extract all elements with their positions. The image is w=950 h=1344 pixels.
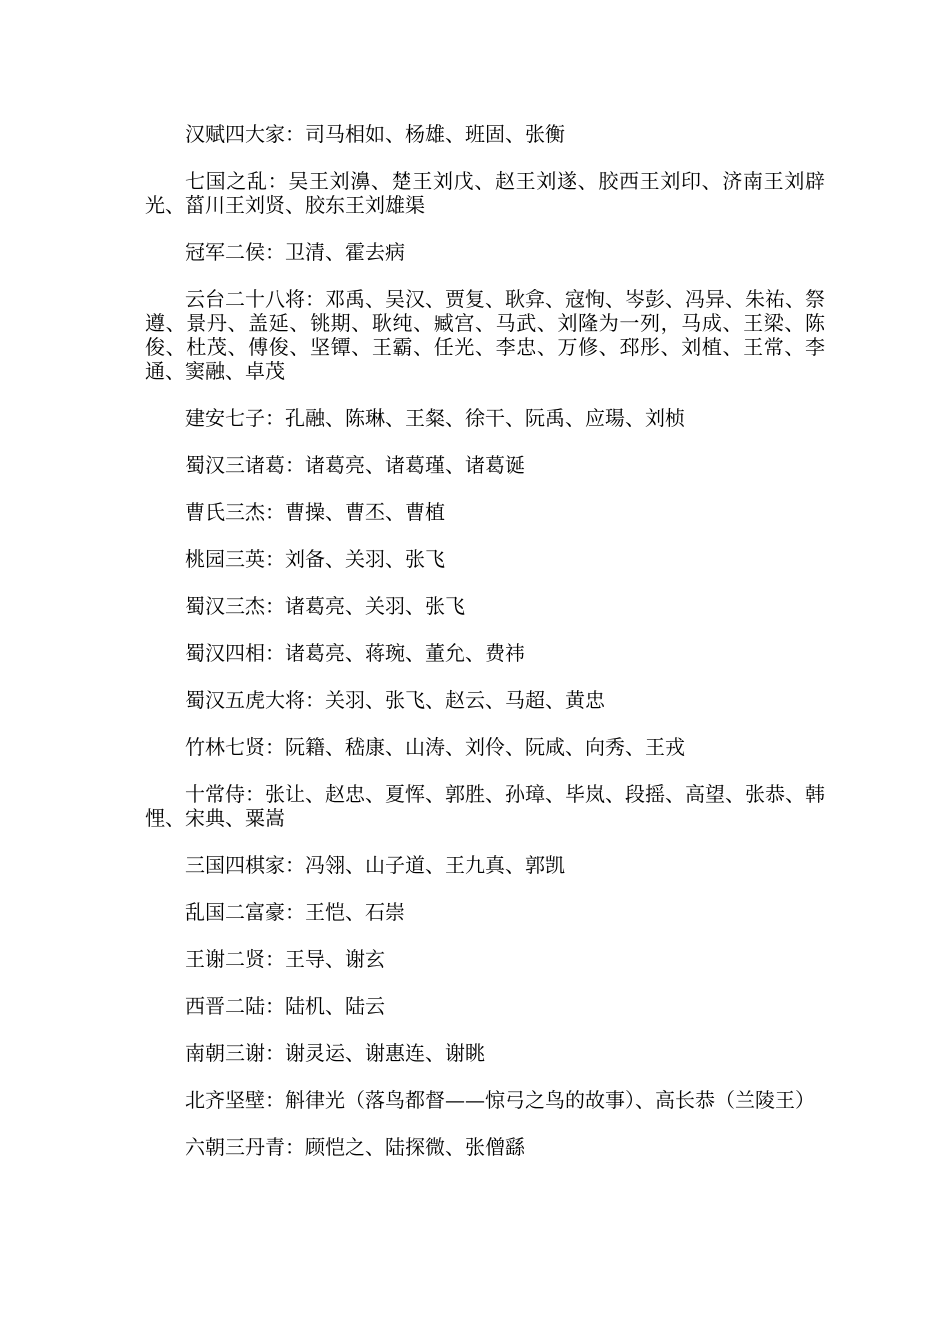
paragraph-jianan-seven-scholars: 建安七子：孔融、陈琳、王粲、徐干、阮禹、应瑒、刘桢 xyxy=(185,406,685,430)
paragraph-shu-five-tigers: 蜀汉五虎大将：关羽、张飞、赵云、马超、黄忠 xyxy=(185,688,605,712)
paragraph-seven-states-rebellion: 七国之乱：吴王刘濞、楚王刘戊、赵王刘遂、胶西王刘印、济南王刘辟光、菑川王刘贤、胶东王刘雄渠 xyxy=(145,169,825,217)
paragraph-ten-attendants: 十常侍：张让、赵忠、夏恽、郭胜、孙璋、毕岚、段摇、高望、张恭、韩悝、宋典、粟嵩 xyxy=(145,782,825,830)
paragraph-wang-xie-two-sages: 王谢二贤：王导、谢玄 xyxy=(185,947,385,971)
paragraph-shu-four-chancellors: 蜀汉四相：诸葛亮、蒋琬、董允、费祎 xyxy=(185,641,525,665)
paragraph-han-fu-four-masters: 汉赋四大家：司马相如、杨雄、班固、张衡 xyxy=(185,122,565,146)
paragraph-western-jin-two-lus: 西晋二陆：陆机、陆云 xyxy=(185,994,385,1018)
paragraph-bamboo-seven-sages: 竹林七贤：阮籍、嵇康、山涛、刘伶、阮咸、向秀、王戎 xyxy=(185,735,685,759)
paragraph-six-dynasties-painters: 六朝三丹青：顾恺之、陆探微、张僧繇 xyxy=(185,1135,525,1159)
paragraph-three-kingdoms-go-players: 三国四棋家：冯翎、山子道、王九真、郭凯 xyxy=(185,853,565,877)
paragraph-two-rich-men: 乱国二富豪：王恺、石崇 xyxy=(185,900,405,924)
paragraph-peach-garden-three: 桃园三英：刘备、关羽、张飞 xyxy=(185,547,445,571)
document-body xyxy=(145,122,825,1182)
paragraph-shu-three-zhuges: 蜀汉三诸葛：诸葛亮、诸葛瑾、诸葛诞 xyxy=(185,453,525,477)
paragraph-yuntai-28-generals: 云台二十八将：邓禹、吴汉、贾复、耿弇、寇恂、岑彭、冯异、朱祐、祭遵、景丹、盖延、铫期、耿纯、臧宫、马武、刘隆为一列，马成、王梁、陈俊、杜茂、傅俊、坚镡、王霸、任光、李忠、万修、邳彤、刘植、王常、李通、窦融、卓茂 xyxy=(145,287,825,383)
paragraph-guanjun-two-marquises: 冠军二侯：卫清、霍去病 xyxy=(185,240,405,264)
paragraph-northern-qi-pillars: 北齐坚壁：斛律光（落鸟都督——惊弓之鸟的故事）、高长恭（兰陵王） xyxy=(185,1088,815,1112)
paragraph-cao-three-heroes: 曹氏三杰：曹操、曹丕、曹植 xyxy=(185,500,445,524)
paragraph-southern-three-xies: 南朝三谢：谢灵运、谢惠连、谢眺 xyxy=(185,1041,485,1065)
paragraph-shu-three-heroes: 蜀汉三杰：诸葛亮、关羽、张飞 xyxy=(185,594,465,618)
